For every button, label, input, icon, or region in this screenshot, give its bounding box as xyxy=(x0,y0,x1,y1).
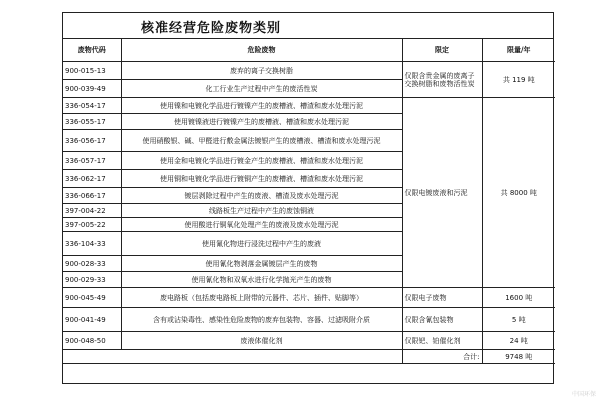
total-value: 9748 吨 xyxy=(482,350,555,364)
waste-code: 336-054-17 xyxy=(63,98,121,114)
waste-name: 线路板生产过程中产生的废蚀铜液 xyxy=(121,204,402,218)
header-limit: 限定 xyxy=(402,39,482,62)
waste-code: 336-055-17 xyxy=(63,114,121,130)
header-code: 废物代码 xyxy=(63,39,121,62)
qty-cell: 5 吨 xyxy=(482,308,555,332)
waste-code: 900-045-49 xyxy=(63,288,121,308)
total-spacer xyxy=(63,350,121,364)
waste-code: 397-005-22 xyxy=(63,218,121,232)
waste-name: 使用氰化物和双氧水进行化学抛光产生的废物 xyxy=(121,272,402,288)
qty-cell: 1600 吨 xyxy=(482,288,555,308)
waste-code: 336-062-17 xyxy=(63,170,121,188)
waste-code: 900-048-50 xyxy=(63,332,121,350)
waste-name: 使用铜和电镀化学品进行镀铜产生的废槽液、槽渣和废水处理污泥 xyxy=(121,170,402,188)
qty-cell: 共 8000 吨 xyxy=(482,98,555,288)
watermark: 中国环保 xyxy=(571,391,596,398)
waste-name: 废电路板（包括废电路板上附带的元器件、芯片、插件、贴脚等） xyxy=(121,288,402,308)
total-row xyxy=(63,350,555,364)
table-row xyxy=(63,332,555,350)
waste-name: 使用氰化物进行浸洗过程中产生的废液 xyxy=(121,232,402,256)
limit-cell: 仅限电子废物 xyxy=(402,288,482,308)
waste-name: 使用氰化物剥落金属镀层产生的废物 xyxy=(121,256,402,272)
waste-code: 336-056-17 xyxy=(63,130,121,152)
waste-code: 900-039-49 xyxy=(63,80,121,98)
waste-code: 900-029-33 xyxy=(63,272,121,288)
limit-cell: 仅限电镀废液和污泥 xyxy=(402,98,482,288)
total-label: 合计: xyxy=(402,350,482,364)
table-row xyxy=(63,98,555,114)
waste-name: 废液体催化剂 xyxy=(121,332,402,350)
waste-name: 使用酸进行铜氧化处理产生的废液及废水处理污泥 xyxy=(121,218,402,232)
qty-cell: 共 119 吨 xyxy=(482,62,555,98)
table-title-row xyxy=(63,13,553,39)
header-row xyxy=(63,39,555,62)
document-table-frame xyxy=(62,12,554,384)
table-row xyxy=(63,62,555,80)
header-name: 危险废物 xyxy=(121,39,402,62)
waste-code: 900-028-33 xyxy=(63,256,121,272)
waste-code: 397-004-22 xyxy=(63,204,121,218)
waste-name: 含有或沾染毒性、感染性危险废物的废弃包装物、容器、过滤吸附介质 xyxy=(121,308,402,332)
limit-cell: 仅限钯、铂催化剂 xyxy=(402,332,482,350)
table-title: 核准经营危险废物类别 xyxy=(141,21,282,36)
waste-code: 336-104-33 xyxy=(63,232,121,256)
waste-code: 336-066-17 xyxy=(63,188,121,204)
waste-code: 900-015-13 xyxy=(63,62,121,80)
total-spacer xyxy=(121,350,402,364)
waste-name: 镀层剥除过程中产生的废液、槽渣及废水处理污泥 xyxy=(121,188,402,204)
table-row xyxy=(63,288,555,308)
limit-cell: 仅限含贵金属的废离子交换树脂和废物活性炭 xyxy=(402,62,482,98)
waste-code: 336-057-17 xyxy=(63,152,121,170)
waste-name: 使用镀镍液进行镀镍产生的废槽液、槽渣和废水处理污泥 xyxy=(121,114,402,130)
limit-cell: 仅限含氰包装物 xyxy=(402,308,482,332)
table-row xyxy=(63,308,555,332)
waste-name: 使用镍和电镀化学品进行镀镍产生的废槽液、槽渣和废水处理污泥 xyxy=(121,98,402,114)
qty-cell: 24 吨 xyxy=(482,332,555,350)
waste-name: 使用硝酸银、碱、甲醛进行敷金属法镀银产生的废槽液、槽渣和废水处理污泥 xyxy=(121,130,402,152)
waste-name: 化工行业生产过程中产生的废活性炭 xyxy=(121,80,402,98)
header-qty: 限量/年 xyxy=(482,39,555,62)
waste-code: 900-041-49 xyxy=(63,308,121,332)
hazardous-waste-table xyxy=(63,39,555,364)
waste-name: 废弃的离子交换树脂 xyxy=(121,62,402,80)
waste-name: 使用金和电镀化学品进行镀金产生的废槽液、槽渣和废水处理污泥 xyxy=(121,152,402,170)
